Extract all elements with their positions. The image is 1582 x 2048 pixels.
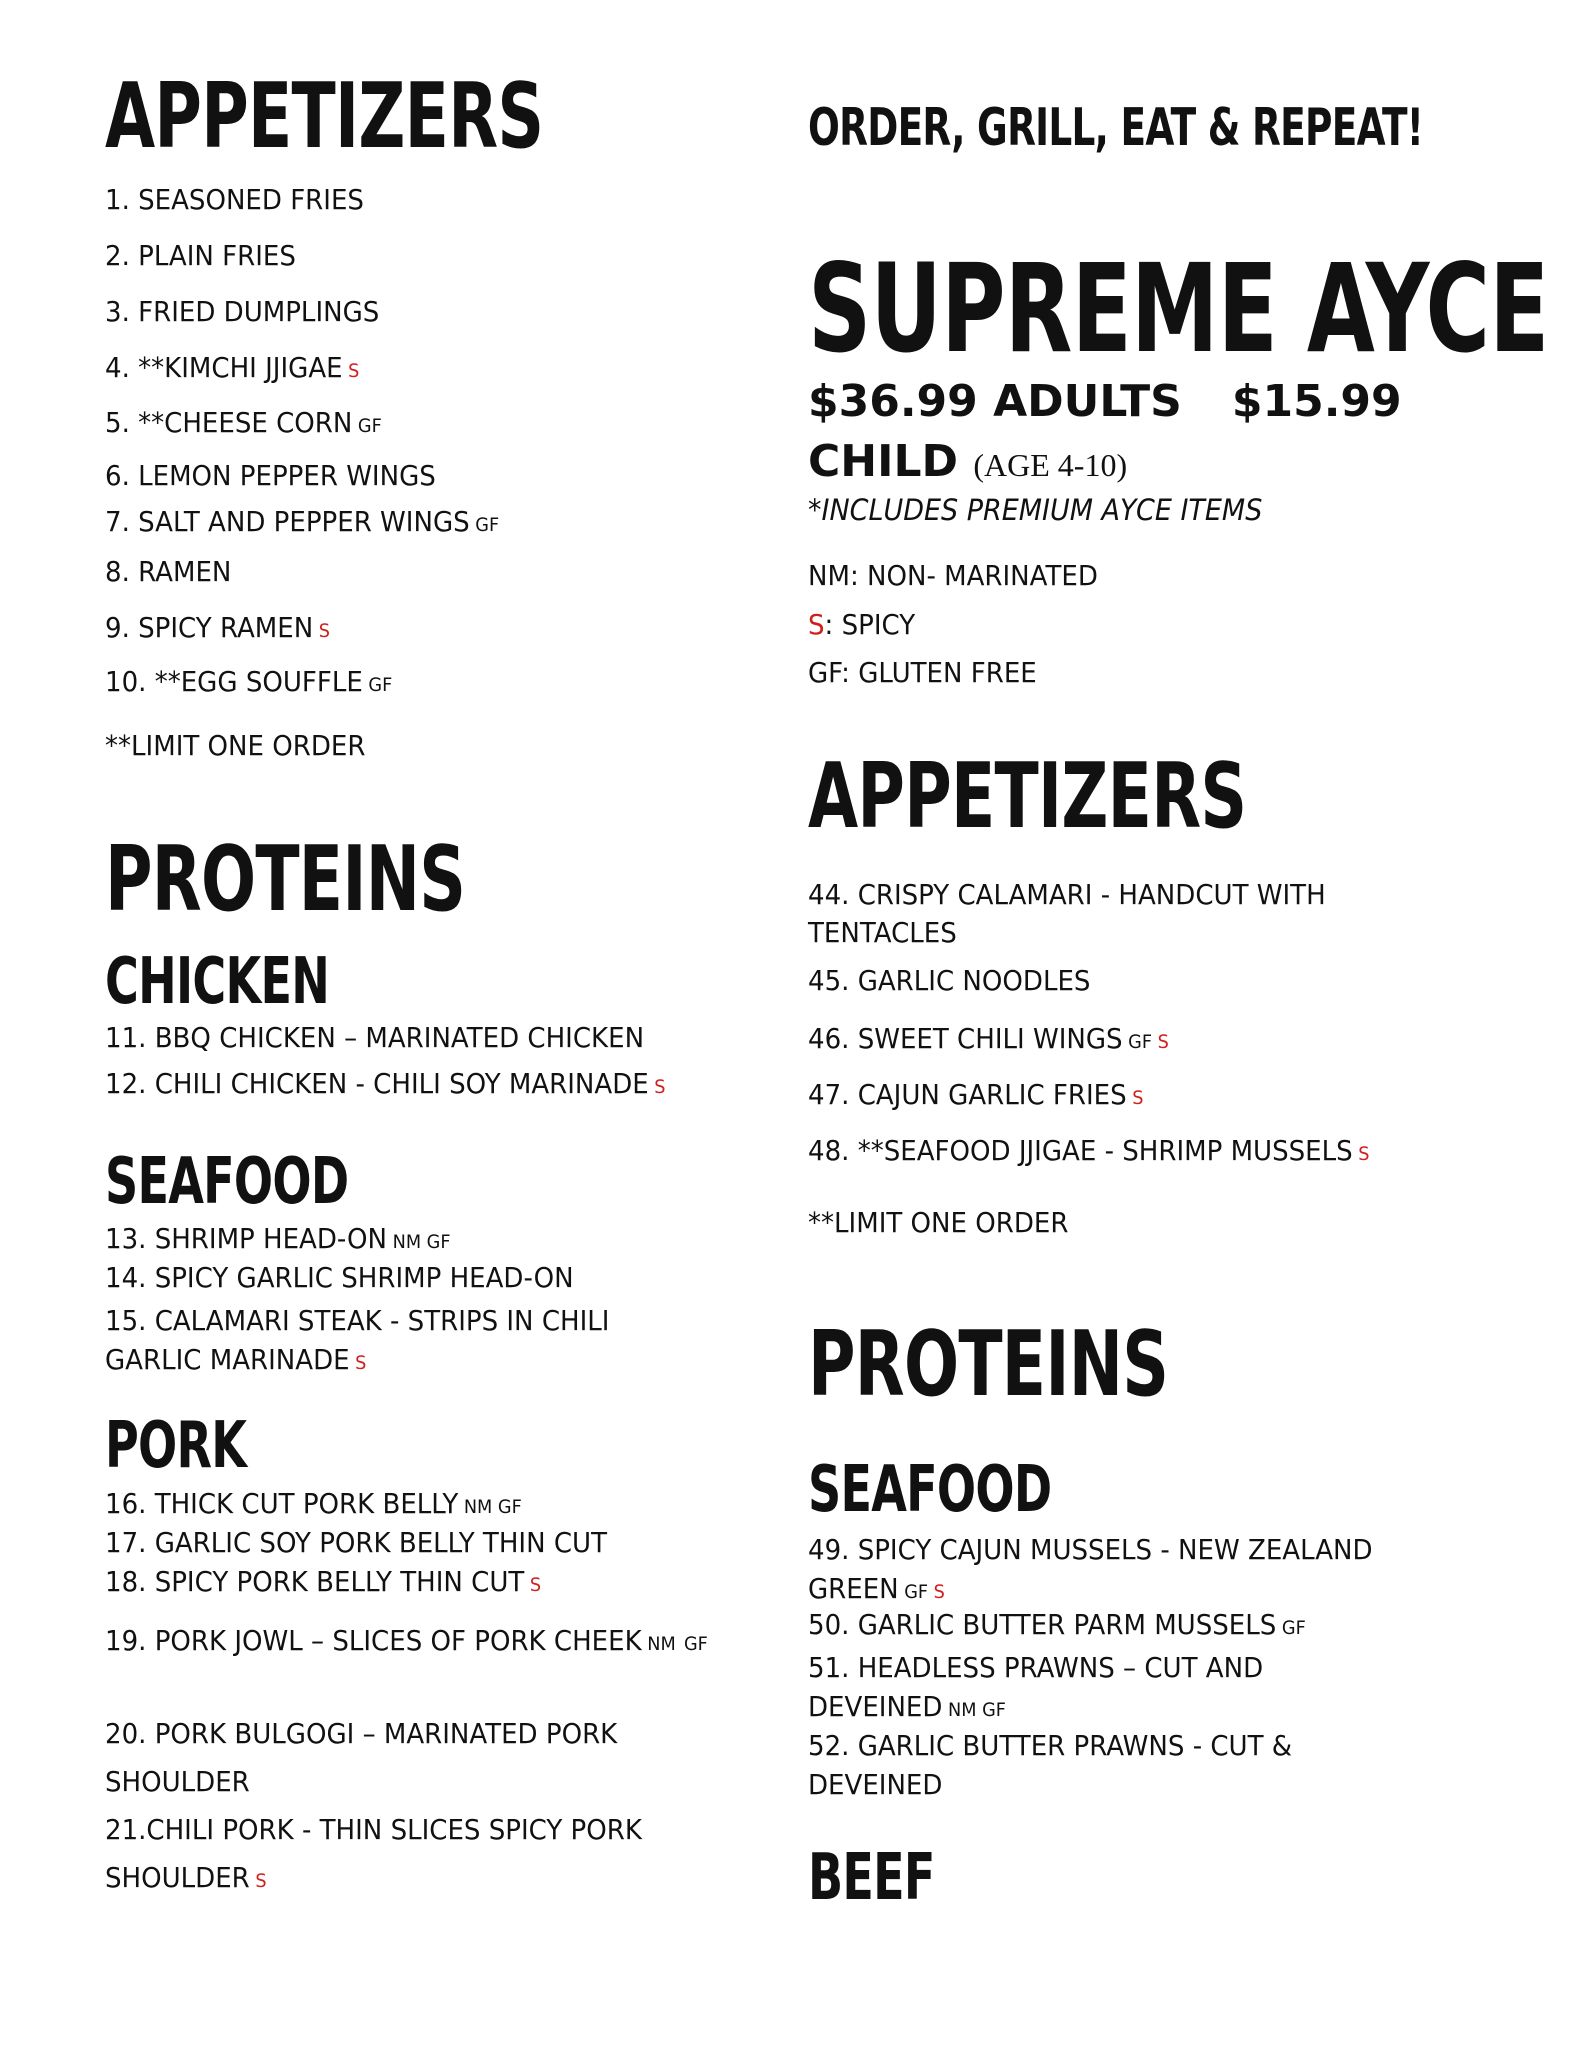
menu-item: 1. SEASONED FRIES [105, 183, 364, 216]
child-age: (AGE 4-10) [973, 447, 1128, 483]
menu-item: 9. SPICY RAMEN S [105, 611, 331, 644]
menu-item: 50. GARLIC BUTTER PARM MUSSELS GF [808, 1608, 1306, 1641]
seafood-heading: SEAFOOD [105, 1145, 349, 1219]
includes-note: *INCLUDES PREMIUM AYCE ITEMS [808, 493, 1263, 527]
menu-item: 13. SHRIMP HEAD-ON NM GF [105, 1222, 451, 1255]
spicy-tag: S [1358, 1143, 1370, 1165]
spicy-tag: S [348, 360, 360, 382]
spicy-tag: S [654, 1076, 666, 1098]
gluten-free-tag: GF [683, 1633, 708, 1655]
legend-item-gf: GF: GLUTEN FREE [808, 656, 1037, 689]
menu-item: 19. PORK JOWL – SLICES OF PORK CHEEK NM GF [105, 1624, 708, 1657]
menu-item: 44. CRISPY CALAMARI - HANDCUT WITH TENTACLES [808, 878, 1326, 949]
gluten-free-tag: GF [982, 1699, 1006, 1721]
child-price: $15.99 [1231, 376, 1402, 427]
gluten-free-tag: GF [368, 674, 393, 696]
legend-item-nm: NM: NON- MARINATED [808, 559, 1098, 592]
seafood-heading: SEAFOOD [808, 1453, 1052, 1527]
pork-heading: PORK [105, 1409, 247, 1483]
menu-item: 52. GARLIC BUTTER PRAWNS - CUT & DEVEINED [808, 1729, 1293, 1801]
appetizers-heading: APPETIZERS [105, 64, 544, 169]
menu-item: 12. CHILI CHICKEN - CHILI SOY MARINADE S [105, 1067, 666, 1100]
spicy-tag: S [318, 620, 331, 642]
menu-item: 46. SWEET CHILI WINGS GF S [808, 1022, 1169, 1055]
menu-item: 11. BBQ CHICKEN – MARINATED CHICKEN [105, 1021, 645, 1054]
chicken-heading: CHICKEN [105, 945, 330, 1019]
menu-item: 18. SPICY PORK BELLY THIN CUT S [105, 1565, 542, 1598]
limit-note: **LIMIT ONE ORDER [105, 729, 366, 762]
spicy-tag: S [355, 1352, 367, 1374]
spicy-tag: S [529, 1574, 542, 1596]
non-marinated-tag: NM [463, 1496, 493, 1518]
menu-item: 14. SPICY GARLIC SHRIMP HEAD-ON [105, 1261, 574, 1294]
menu-item: 51. HEADLESS PRAWNS – CUT AND DEVEINED NM GF [808, 1651, 1264, 1723]
gluten-free-tag: GF [904, 1581, 929, 1603]
gluten-free-tag: GF [1128, 1031, 1153, 1053]
appetizers-heading: APPETIZERS [808, 744, 1247, 849]
menu-item: 48. **SEAFOOD JJIGAE - SHRIMP MUSSELS S [808, 1134, 1370, 1167]
gluten-free-tag: GF [475, 514, 500, 536]
menu-item: 7. SALT AND PEPPER WINGS GF [105, 505, 500, 538]
menu-item: 3. FRIED DUMPLINGS [105, 295, 380, 328]
menu-item: 47. CAJUN GARLIC FRIES S [808, 1078, 1144, 1111]
spicy-tag: S [1157, 1031, 1169, 1053]
non-marinated-tag: NM [948, 1699, 977, 1721]
menu-item: 6. LEMON PEPPER WINGS [105, 459, 436, 492]
child-label-line [808, 438, 1127, 486]
menu-item: 5. **CHEESE CORN GF [105, 406, 382, 439]
menu-item: 15. CALAMARI STEAK - STRIPS IN CHILI GARLIC MARINADE S [105, 1304, 610, 1376]
menu-item: 10. **EGG SOUFFLE GF [105, 665, 393, 698]
menu-item: 20. PORK BULGOGI – MARINATED PORK SHOULDER [105, 1717, 618, 1798]
menu-item: 16. THICK CUT PORK BELLY NM GF [105, 1487, 522, 1520]
menu-item: 4. **KIMCHI JJIGAE S [105, 351, 360, 384]
gluten-free-tag: GF [497, 1496, 522, 1518]
limit-note: **LIMIT ONE ORDER [808, 1206, 1069, 1239]
proteins-heading: PROTEINS [808, 1312, 1169, 1417]
adult-price: $36.99 ADULTS [808, 376, 1182, 427]
beef-heading: BEEF [808, 1841, 935, 1915]
non-marinated-tag: NM [392, 1231, 422, 1253]
supreme-ayce-title: SUPREME AYCE [808, 238, 1549, 380]
menu-item: 17. GARLIC SOY PORK BELLY THIN CUT [105, 1526, 607, 1559]
proteins-heading: PROTEINS [105, 827, 466, 932]
price-line [808, 378, 1402, 426]
child-label: CHILD [808, 436, 959, 487]
tagline: ORDER, GRILL, EAT & REPEAT! [808, 98, 1424, 158]
menu-item: 49. SPICY CAJUN MUSSELS - NEW ZEALAND GREEN GF S [808, 1533, 1373, 1605]
menu-item: 8. RAMEN [105, 555, 232, 588]
spicy-tag: S [933, 1581, 945, 1603]
spicy-tag: S [255, 1870, 267, 1892]
gluten-free-tag: GF [357, 415, 382, 437]
legend-item-spicy: S: SPICY [808, 608, 916, 641]
menu-item: 2. PLAIN FRIES [105, 239, 296, 272]
menu-item: 21.CHILI PORK - THIN SLICES SPICY PORK SHOULDER S [105, 1813, 642, 1894]
non-marinated-tag: NM [647, 1633, 676, 1655]
spicy-tag: S [1132, 1087, 1144, 1109]
menu-item: 45. GARLIC NOODLES [808, 964, 1091, 997]
gluten-free-tag: GF [426, 1231, 451, 1253]
gluten-free-tag: GF [1281, 1617, 1306, 1639]
